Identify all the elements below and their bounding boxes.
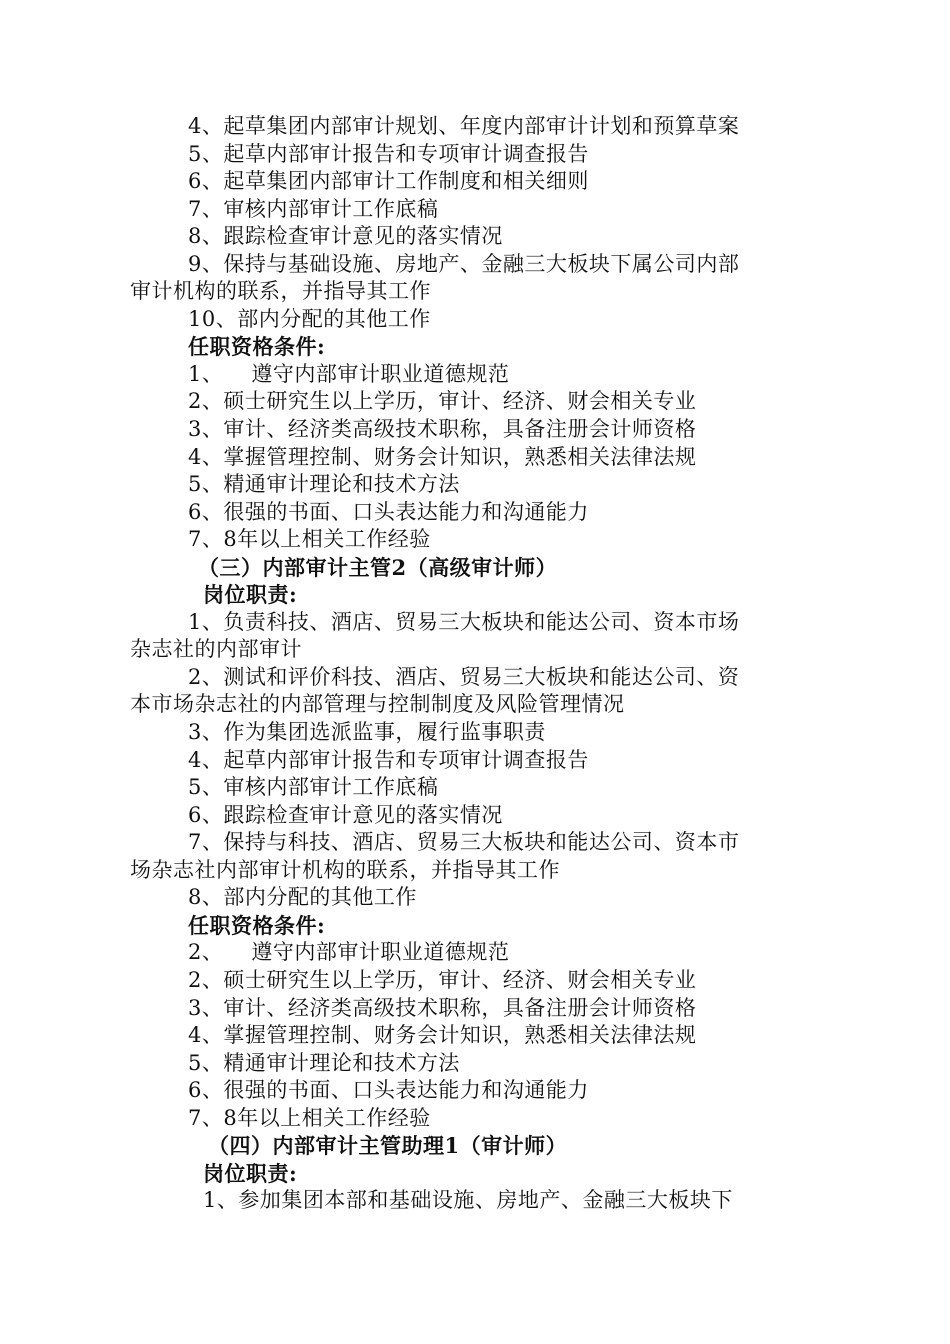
duty-item-1: 1、负责科技、酒店、贸易三大板块和能达公司、资本市场	[188, 609, 740, 634]
duty-item-2-continued: 本市场杂志社的内部管理与控制制度及风险管理情况	[130, 692, 625, 717]
qualifications-heading: 任职资格条件:	[188, 334, 326, 360]
duty-item-7b-continued: 场杂志社内部审计机构的联系，并指导其工作	[130, 857, 560, 882]
duty-item-5b: 5、审核内部审计工作底稿	[188, 775, 439, 800]
duty-item-5: 5、起草内部审计报告和专项审计调查报告	[188, 141, 589, 166]
duty-item-1-continued: 杂志社的内部审计	[130, 637, 302, 662]
qualification-item-7b: 7、8年以上相关工作经验	[188, 1105, 431, 1130]
duty-item-7: 7、审核内部审计工作底稿	[188, 196, 439, 221]
qualification-item-1b-number: 2、	[188, 940, 224, 965]
duty-item-9: 9、保持与基础设施、房地产、金融三大板块下属公司内部	[188, 251, 740, 276]
qualification-item-2: 2、硕士研究生以上学历，审计、经济、财会相关专业	[188, 389, 697, 414]
duty-item-9-continued: 审计机构的联系，并指导其工作	[130, 279, 431, 304]
duty-item-4b: 4、起草内部审计报告和专项审计调查报告	[188, 747, 589, 772]
duties-heading-2: 岗位职责:	[203, 1160, 298, 1186]
qualification-item-5: 5、精通审计理论和技术方法	[188, 472, 460, 497]
duty-item-10: 10、部内分配的其他工作	[188, 306, 431, 331]
qualification-item-6: 6、很强的书面、口头表达能力和沟通能力	[188, 499, 589, 524]
qualification-item-4: 4、掌握管理控制、财务会计知识，熟悉相关法律法规	[188, 444, 697, 469]
duty-item-6: 6、起草集团内部审计工作制度和相关细则	[188, 169, 589, 194]
qualification-item-1	[130, 361, 820, 389]
qualification-item-2b: 2、硕士研究生以上学历，审计、经济、财会相关专业	[188, 967, 697, 992]
qualification-item-7: 7、8年以上相关工作经验	[188, 527, 431, 552]
duty-item-6b: 6、跟踪检查审计意见的落实情况	[188, 802, 503, 827]
qualification-item-1-text: 遵守内部审计职业道德规范	[251, 361, 510, 386]
qualification-item-1b	[130, 939, 820, 967]
duty-item-3: 3、作为集团选派监事，履行监事职责	[188, 720, 546, 745]
qualification-item-3b: 3、审计、经济类高级技术职称，具备注册会计师资格	[188, 995, 697, 1020]
duty-item-1c: 1、参加集团本部和基础设施、房地产、金融三大板块下	[203, 1188, 733, 1213]
qualification-item-5b: 5、精通审计理论和技术方法	[188, 1050, 460, 1075]
duty-item-2: 2、测试和评价科技、酒店、贸易三大板块和能达公司、资	[188, 664, 740, 689]
qualification-item-1-number: 1、	[188, 361, 224, 386]
document-body	[130, 113, 820, 1215]
qualification-item-4b: 4、掌握管理控制、财务会计知识，熟悉相关法律法规	[188, 1023, 697, 1048]
duties-heading: 岗位职责:	[203, 582, 298, 608]
qualifications-heading-2: 任职资格条件:	[188, 912, 326, 938]
qualification-item-3: 3、审计、经济类高级技术职称，具备注册会计师资格	[188, 417, 697, 442]
duty-item-8b: 8、部内分配的其他工作	[188, 885, 417, 910]
duty-item-7b: 7、保持与科技、酒店、贸易三大板块和能达公司、资本市	[188, 830, 740, 855]
duty-item-4: 4、起草集团内部审计规划、年度内部审计计划和预算草案	[188, 114, 740, 138]
section-heading-4: （四）内部审计主管助理1（审计师）	[208, 1133, 568, 1159]
section-heading-3: （三）内部审计主管2（高级审计师）	[198, 554, 558, 580]
qualification-item-1b-text: 遵守内部审计职业道德规范	[251, 940, 510, 965]
duty-item-8: 8、跟踪检查审计意见的落实情况	[188, 224, 503, 249]
qualification-item-6b: 6、很强的书面、口头表达能力和沟通能力	[188, 1078, 589, 1103]
